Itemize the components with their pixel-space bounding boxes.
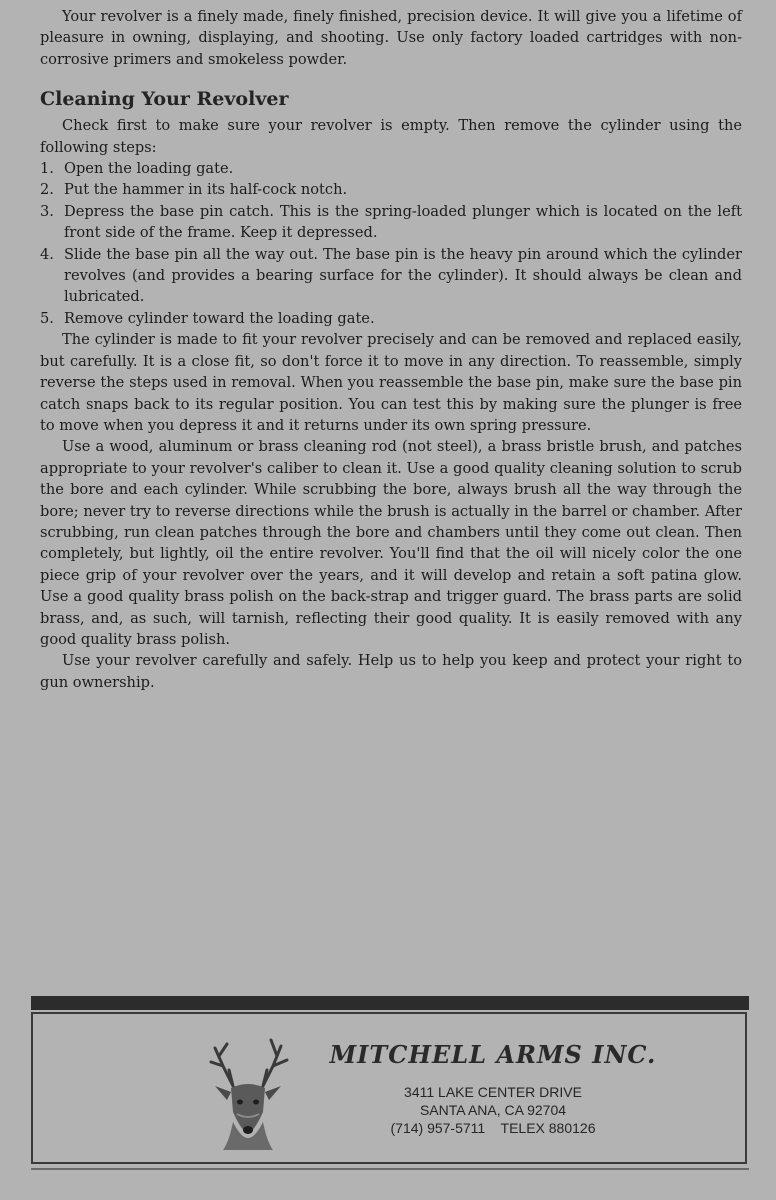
footer-bottom-rule	[31, 1168, 749, 1170]
step-number: 5.	[40, 309, 54, 327]
step-item	[40, 201, 742, 244]
step-text: Put the hammer in its half-cock notch.	[64, 181, 348, 199]
intro-paragraph: Your revolver is a finely made, finely finished, precision device. It will give you a lifetime of pleasure in owning, displaying, and shooting. Use only factory loaded cartridges with non-corrosive primers and smokeless powder.	[40, 8, 742, 68]
deer-head-icon	[193, 1026, 303, 1154]
footer-divider-bar	[31, 996, 749, 1010]
phone-number: (714) 957-5711	[390, 1120, 486, 1136]
cleaning-heading: Cleaning Your Revolver	[40, 88, 289, 111]
step-number: 3.	[40, 202, 54, 220]
step-text: Depress the base pin catch. This is the spring-loaded plunger which is located on the left front side of the frame. Keep it depressed.	[64, 202, 742, 242]
reassemble-paragraph: The cylinder is made to fit your revolver precisely and can be removed and replaced easily, but carefully. It is a close fit, so don't force it to move in any direction. To reassemble, simply reverse the steps used in removal. When you reassemble the base pin, make sure the base pin catch snaps back to its regular position. You can test this by making sure the plunger is free to move when you depress it and it returns under its own spring pressure.	[40, 331, 742, 434]
manual-text	[40, 6, 742, 693]
step-item	[40, 158, 742, 179]
address-line-1: 3411 LAKE CENTER DRIVE	[404, 1084, 582, 1100]
company-name: MITCHELL ARMS INC.	[329, 1040, 657, 1069]
step-number: 4.	[40, 245, 54, 263]
cleaning-lead: Check first to make sure your revolver is empty. Then remove the cylinder using the following steps:	[40, 117, 742, 156]
step-text: Open the loading gate.	[64, 160, 234, 178]
step-text: Slide the base pin all the way out. The base pin is the heavy pin around which the cylinder revolves (and provides a bearing surface for the cylinder). It should always be clean and lubricated.	[64, 245, 742, 306]
contact-line	[303, 1120, 683, 1136]
step-number: 2.	[40, 181, 54, 199]
company-footer	[31, 1012, 747, 1164]
step-item	[40, 179, 742, 200]
step-item	[40, 244, 742, 308]
step-number: 1.	[40, 160, 54, 178]
telex-number: TELEX 880126	[500, 1120, 596, 1136]
step-text: Remove cylinder toward the loading gate.	[64, 309, 375, 327]
step-item	[40, 308, 742, 329]
address-line-2: SANTA ANA, CA 92704	[419, 1102, 567, 1118]
closing-paragraph: Use your revolver carefully and safely. Help us to help you keep and protect your right to gun ownership.	[40, 652, 742, 691]
cleaning-paragraph: Use a wood, aluminum or brass cleaning rod (not steel), a brass bristle brush, and patches appropriate to your revolver's caliber to clean it. Use a good quality cleaning solution to scrub the bore and each cylinder. While scrubbing the bore, always brush all the way through the bore; never try to reverse directions while the brush is actually in the barrel or chamber. After scrubbing, run clean patches through the bore and chambers until they come out clean. Then completely, but lightly, oil the entire revolver. You'll find that the oil will nicely color the one piece grip of your revolver over the years, and it will develop and retain a soft patina glow. Use a good quality brass polish on the back-strap and trigger guard. The brass parts are solid brass, and, as such, will tarnish, reflecting their good quality. It is easily removed with any good quality brass polish.	[40, 438, 742, 648]
cleaning-steps	[40, 158, 742, 329]
